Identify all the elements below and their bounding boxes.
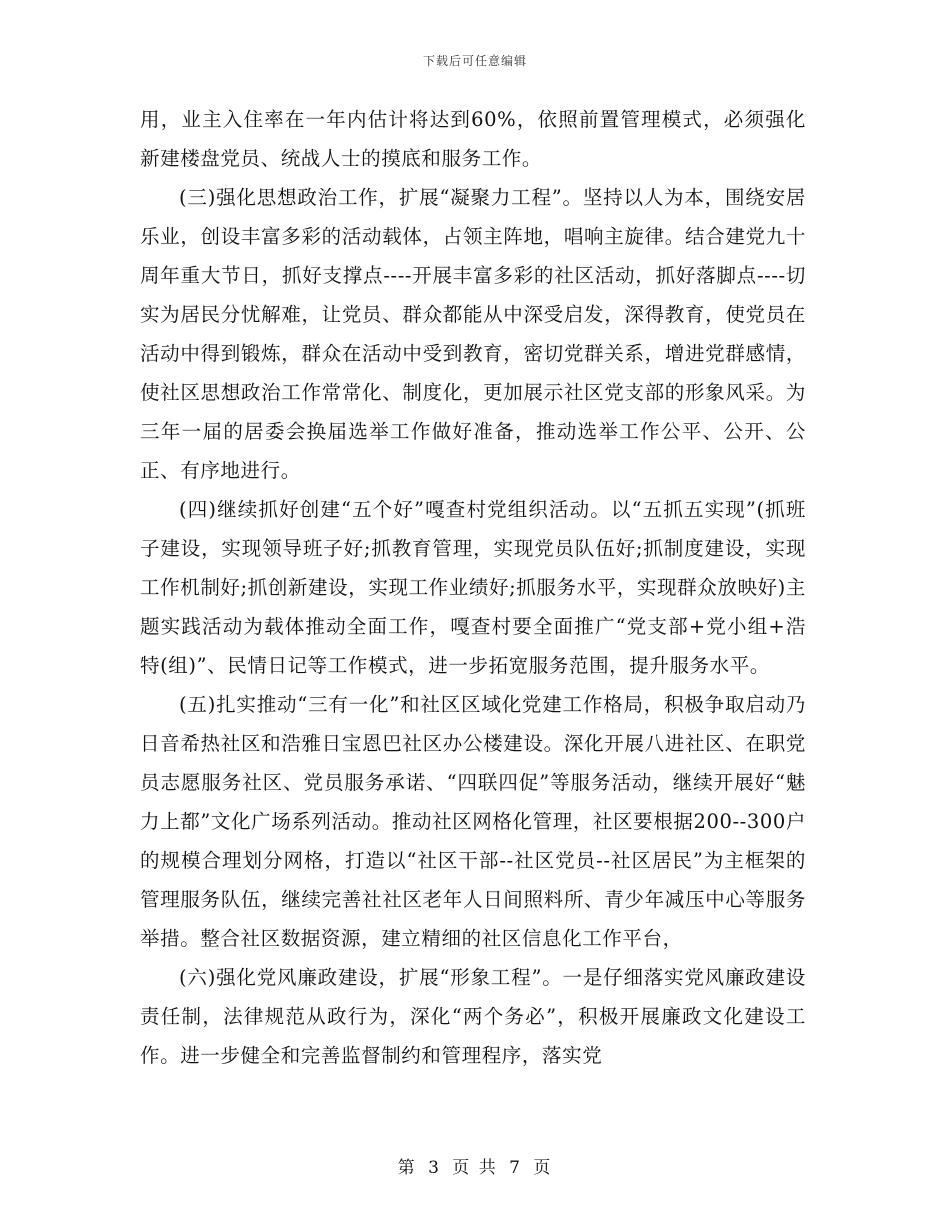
document-body <box>140 100 806 1075</box>
paragraph-section-4: (四)继续抓好创建“五个好”嘎查村党组织活动。以“五抓五实现”(抓班子建设，实现领导班子好;抓教育管理，实现党员队伍好;抓制度建设，实现工作机制好;抓创新建设，实现工作业绩好;抓服务水平，实现群众放映好)主题实践活动为载体推动全面工作，嘎查村要全面推广“党支部+党小组+浩特(组)”、民情日记等工作模式，进一步拓宽服务范围，提升服务水平。 <box>140 498 806 677</box>
paragraph-section-3: (三)强化思想政治工作，扩展“凝聚力工程”。坚持以人为本，围绕安居乐业，创设丰富多彩的活动载体，占领主阵地，唱响主旋律。结合建党九十周年重大节日，抓好支撑点----开展丰富多彩的社区活动，抓好落脚点----切实为居民分忧解难，让党员、群众都能从中深受启发，深得教育，使党员在活动中得到锻炼，群众在活动中受到教育，密切党群关系，增进党群感情，使社区思想政治工作常常化、制度化，更加展示社区党支部的形象风采。为三年一届的居委会换届选举工作做好准备，推动选举工作公平、公开、公正、有序地进行。 <box>140 186 806 482</box>
page-footer <box>0 1153 950 1178</box>
page-header: 下载后可任意编辑 <box>422 54 527 68</box>
footer-current-page: 3 <box>428 1158 441 1178</box>
footer-prefix: 第 <box>397 1158 417 1178</box>
paragraph-section-5: (五)扎实推动“三有一化”和社区区域化党建工作格局，积极争取启动乃日音希热社区和浩雅日宝恩巴社区办公楼建设。深化开展八进社区、在职党员志愿服务社区、党员服务承诺、“四联四促”等服务活动，继续开展好“魅力上都”文化广场系列活动。推动社区网格化管理，社区要根据200--300户的规模合理划分网格，打造以“社区干部--社区党员--社区居民”为主框架的管理服务队伍，继续完善社社区老年人日间照料所、青少年减压中心等服务举措。整合社区数据资源，建立精细的社区信息化工作平台， <box>140 693 806 950</box>
paragraph-continuation: 用，业主入住率在一年内估计将达到60%，依照前置管理模式，必须强化新建楼盘党员、统战人士的摸底和服务工作。 <box>140 108 806 170</box>
footer-suffix: 页 <box>533 1158 553 1178</box>
paragraph-section-6: (六)强化党风廉政建设，扩展“形象工程”。一是仔细落实党风廉政建设责任制，法律规范从政行为，深化“两个务必”，积极开展廉政文化建设工作。进一步健全和完善监督制约和管理程序，落实党 <box>140 966 806 1067</box>
footer-total-pages: 7 <box>509 1158 522 1178</box>
footer-middle: 页 共 <box>452 1158 498 1178</box>
